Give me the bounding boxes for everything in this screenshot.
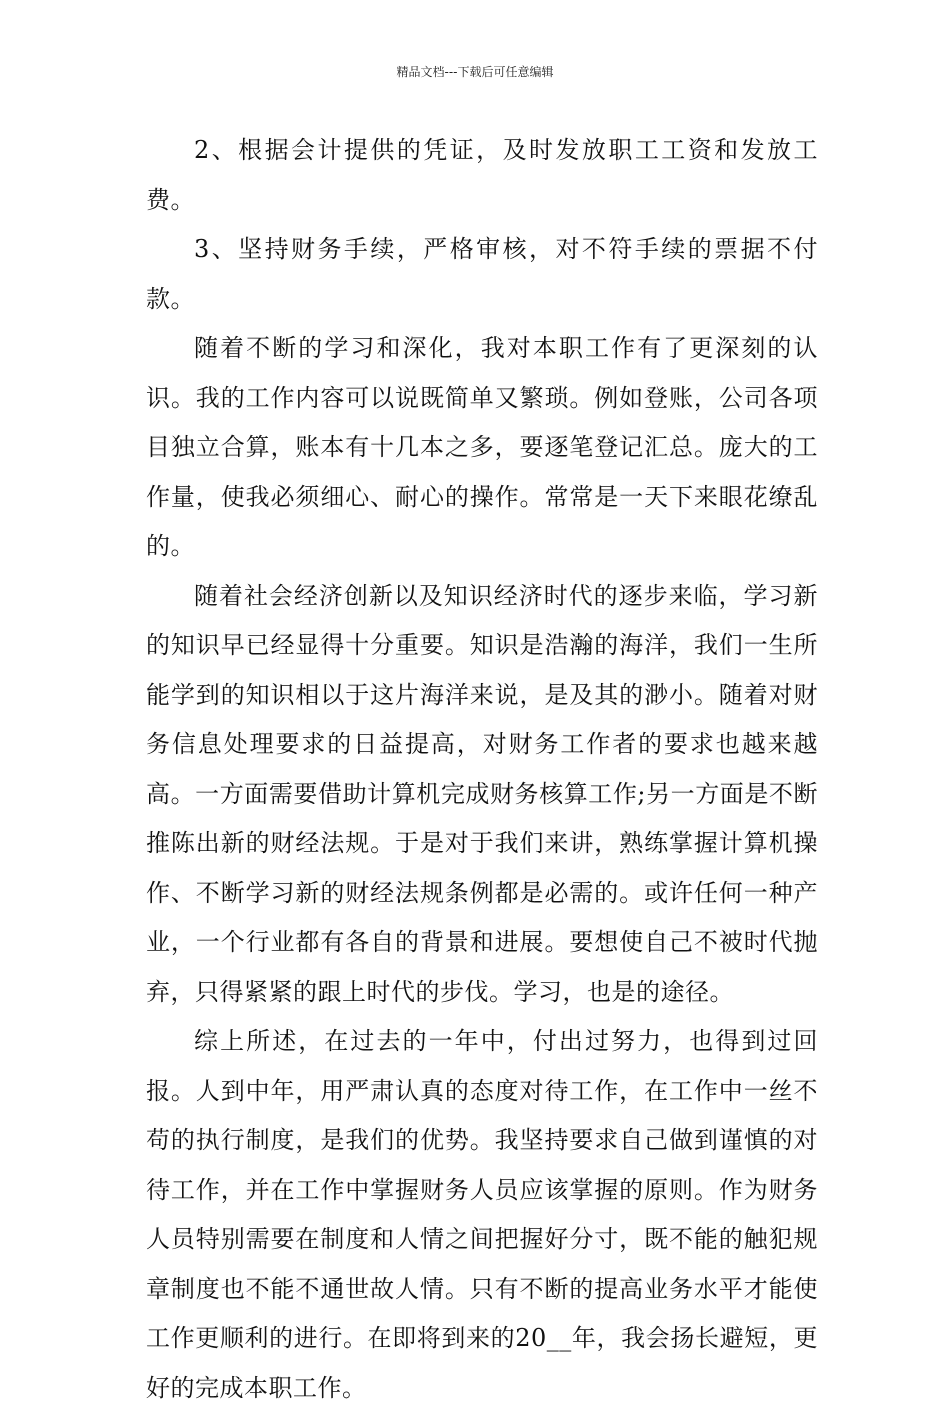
paragraph-work-understanding: 随着不断的学习和深化，我对本职工作有了更深刻的认识。我的工作内容可以说既简单又繁琐。例如登账，公司各项目独立合算，账本有十几本之多，要逐笔登记汇总。庞大的工作量，使我必须细心、耐心的操作。常常是一天下来眼花缭乱的。 (146, 334, 818, 560)
paragraph-learning: 随着社会经济创新以及知识经济时代的逐步来临，学习新的知识早已经显得十分重要。知识是浩瀚的海洋，我们一生所能学到的知识相以于这片海洋来说，是及其的渺小。随着对财务信息处理要求的日益提高，对财务工作者的要求也越来越高。一方面需要借助计算机完成财务核算工作;另一方面是不断推陈出新的财经法规。于是对于我们来讲，熟练掌握计算机操作、不断学习新的财经法规条例都是必需的。或许任何一种产业，一个行业都有各自的背景和进展。要想使自己不被时代抛弃，只得紧紧的跟上时代的步伐。学习，也是的途径。 (146, 581, 818, 1006)
paragraph-item-3: 3、坚持财务手续，严格审核，对不符手续的票据不付款。 (146, 235, 818, 313)
paragraph-summary: 综上所述，在过去的一年中，付出过努力，也得到过回报。人到中年，用严肃认真的态度对待工作，在工作中一丝不苟的执行制度，是我们的优势。我坚持要求自己做到谨慎的对待工作，并在工作中掌握财务人员应该掌握的原则。作为财务人员特别需要在制度和人情之间把握好分寸，既不能的触犯规章制度也不能不通世故人情。只有不断的提高业务水平才能使工作更顺利的进行。在即将到来的20__年，我会扬长避短，更好的完成本职工作。 (146, 1027, 818, 1402)
paragraph-item-2: 2、根据会计提供的凭证，及时发放职工工资和发放工费。 (146, 136, 818, 214)
document-body (146, 126, 818, 1413)
page-header: 精品文档---下载后可任意编辑 (396, 65, 554, 79)
